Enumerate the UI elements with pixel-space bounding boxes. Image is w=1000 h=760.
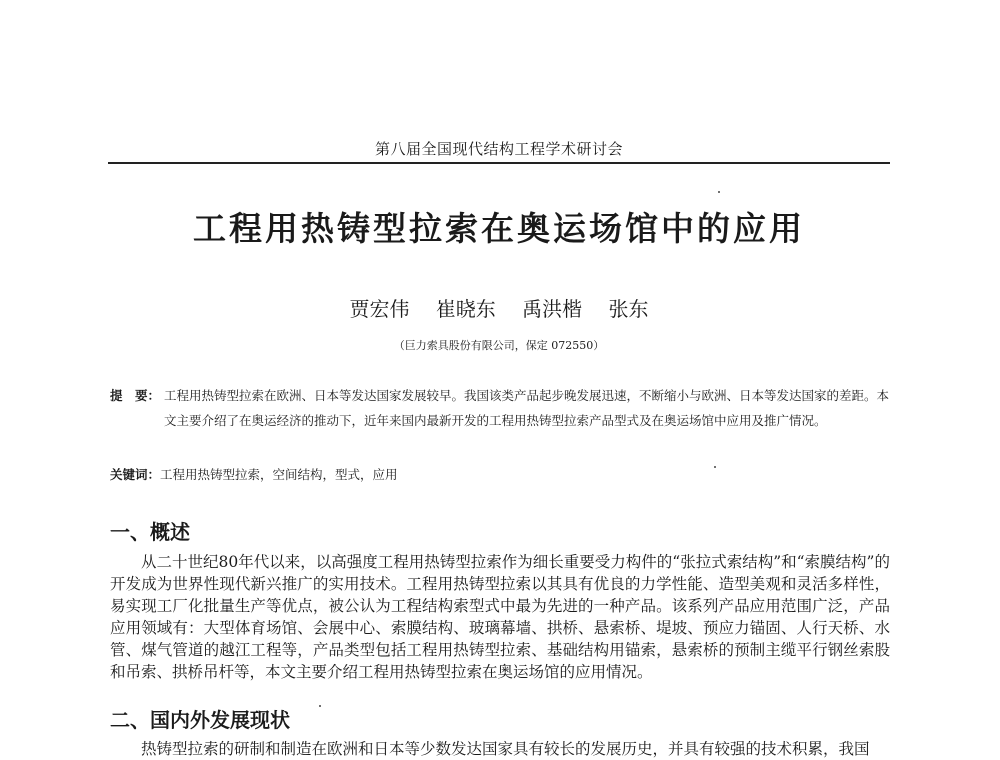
author-name: 崔晓东 [435,297,496,321]
author-list [108,293,890,322]
keywords-label: 关键词： [110,467,161,482]
scan-speck [319,705,321,707]
keywords-text: 工程用热铸型拉索，空间结构，型式，应用 [160,467,398,482]
abstract [110,383,890,433]
abstract-text: 工程用热铸型拉索在欧洲、日本等发达国家发展较早。我国该类产品起步晚发展迅速，不断缩小与欧洲、日本等发达国家的差距。本文主要介绍了在奥运经济的推动下，近年来国内最新开发的工程用热铸型拉索产品型式及在奥运场馆中应用及推广情况。 [164,388,890,428]
body-paragraph: 热铸型拉索的研制和制造在欧洲和日本等少数发达国家具有较长的发展历史，并具有较强的技术积累，我国 [141,740,870,758]
author-name: 禹洪楷 [522,297,583,321]
keywords [110,462,890,487]
scan-speck [714,466,716,468]
running-header: 第八届全国现代结构工程学术研讨会 [374,140,623,158]
paper-title: 工程用热铸型拉索在奥运场馆中的应用 [193,209,805,248]
section-heading: 二、国内外发展现状 [110,708,290,732]
header-rule [108,162,890,164]
affiliation: （巨力索具股份有限公司，保定 072550） [393,339,605,352]
scan-speck [718,191,720,193]
section-heading: 一、概述 [110,520,190,544]
author-name: 贾宏伟 [349,297,410,321]
author-name: 张东 [608,297,649,321]
body-paragraph: 从二十世纪80年代以来，以高强度工程用热铸型拉索作为细长重要受力构件的“张拉式索结构”和“索膜结构”的开发成为世界性现代新兴推广的实用技术。工程用热铸型拉索以其具有优良的力学性能、造型美观和灵活多样性，易实现工厂化批量生产等优点，被公认为工程结构索型式中最为先进的一种产品。该系列产品应用范围广泛，产品应用领域有：大型体育场馆、会展中心、索膜结构、玻璃幕墙、拱桥、悬索桥、堤坡、预应力锚固、人行天桥、水管、煤气管道的越江工程等，产品类型包括工程用热铸型拉索、基础结构用锚索，悬索桥的预制主缆平行钢丝索股和吊索、拱桥吊杆等，本文主要介绍工程用热铸型拉索在奥运场馆的应用情况。 [110,553,890,681]
abstract-label: 提 要： [110,388,161,403]
